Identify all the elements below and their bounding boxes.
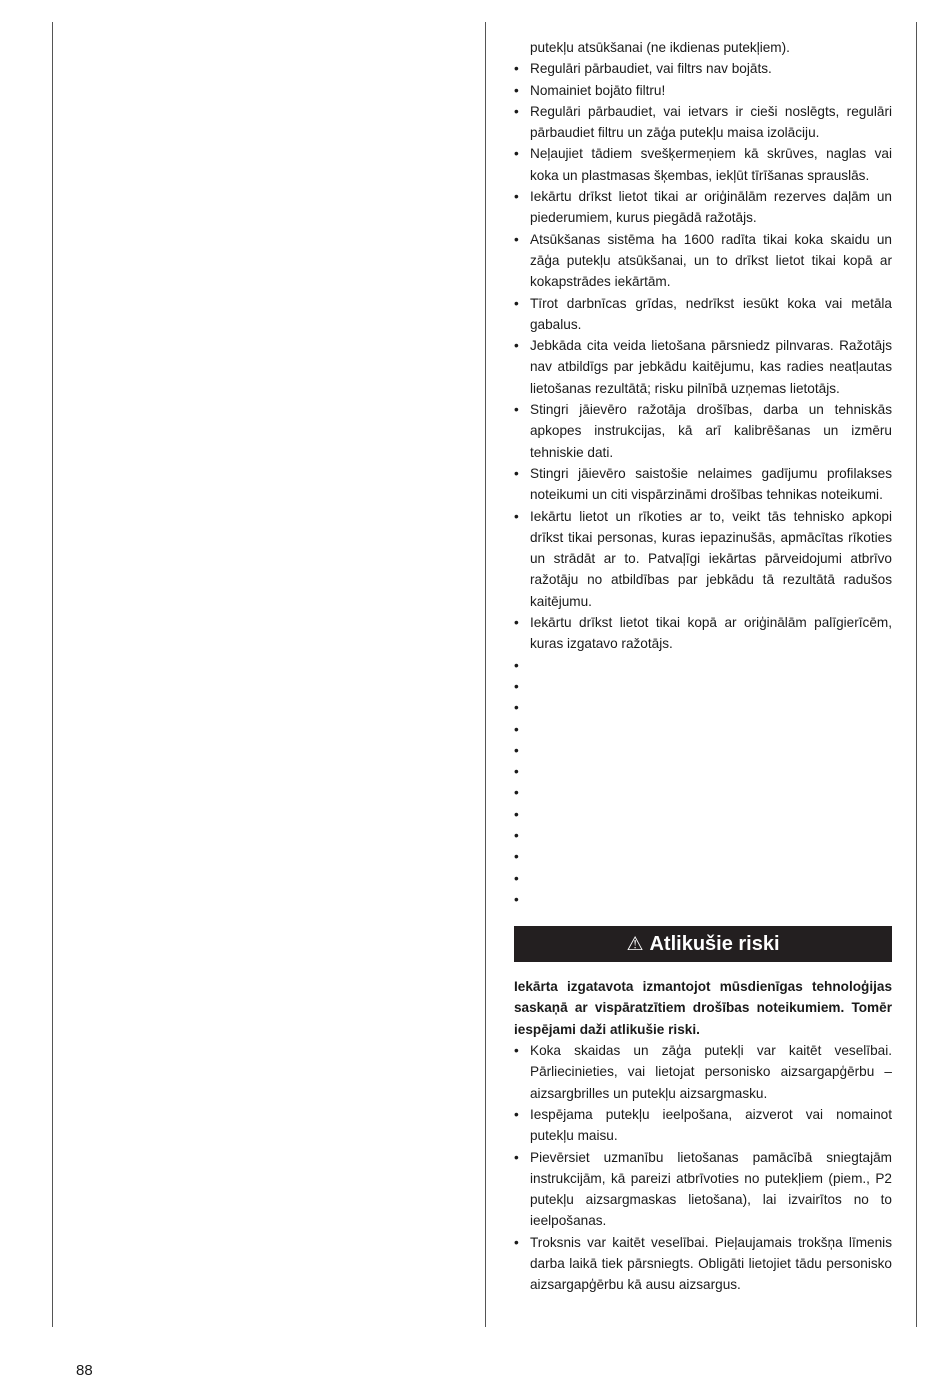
list-item: • Koka skaidas un zāģa putekļi var kaitēt veselībai. Pārliecinieties, vai lietojat personisko aizsargapģērbu – aizsargbrilles un putekļu aizsargmasku. <box>514 1040 892 1104</box>
list-item: • Iespējama putekļu ieelpošana, aizverot vai nomainot putekļu maisu. <box>514 1104 892 1147</box>
right-margin-rule <box>916 22 917 1327</box>
empty-list-item <box>514 782 892 803</box>
empty-list-item <box>514 761 892 782</box>
list-item: • Tīrot darbnīcas grīdas, nedrīkst iesūkt koka vai metāla gabalus. <box>514 293 892 336</box>
empty-list-item <box>514 740 892 761</box>
list-item: • Regulāri pārbaudiet, vai filtrs nav bojāts. <box>514 58 892 79</box>
column-divider-rule <box>485 22 486 1327</box>
safety-bullet-list <box>514 58 892 654</box>
empty-list-item <box>514 825 892 846</box>
empty-list-item <box>514 697 892 718</box>
empty-list-item <box>514 889 892 910</box>
empty-list-item <box>514 868 892 889</box>
list-item: • Stingri jāievēro saistošie nelaimes gadījumu profilakses noteikumi un citi vispārzināmi drošības tehnikas noteikumi. <box>514 463 892 506</box>
left-margin-rule <box>52 22 53 1327</box>
list-item: • Pievērsiet uzmanību lietošanas pamācībā sniegtajām instrukcijām, kā pareizi atbrīvoties no putekļiem (piem., P2 putekļu aizsargmaskas lietošana), lai izvairītos no to ieelpošanas. <box>514 1147 892 1232</box>
list-item: • Jebkāda cita veida lietošana pārsniedz pilnvaras. Ražotājs nav atbildīgs par jebkādu kaitējumu, kas radies neatļautas lietošanas rezultātā; risku pilnībā uzņemas lietotājs. <box>514 335 892 399</box>
list-item: • Troksnis var kaitēt veselībai. Pieļaujamais trokšņa līmenis darba laikā tiek pārsniegts. Obligāti lietojiet tādu personisko aizsargapģērbu kā ausu aizsargus. <box>514 1232 892 1296</box>
right-text-column <box>514 37 892 1296</box>
list-item: • Regulāri pārbaudiet, vai ietvars ir cieši noslēgts, regulāri pārbaudiet filtru un zāģa putekļu maisa izolāciju. <box>514 101 892 144</box>
continued-bullet-text: putekļu atsūkšanai (ne ikdienas putekļiem). <box>530 40 790 55</box>
empty-list-item <box>514 655 892 676</box>
list-item: • Iekārtu drīkst lietot tikai kopā ar oriģinālām palīgierīcēm, kuras izgatavo ražotājs. <box>514 612 892 655</box>
list-item: • Iekārtu lietot un rīkoties ar to, veikt tās tehnisko apkopi drīkst tikai personas, kuras iepazinušās, apmācītas rīkoties un strādāt ar to. Patvaļīgi iekārtas pārveidojumi atbrīvo ražotāju no atbildības par jebkādu tā rezultātā radušos kaitējumu. <box>514 506 892 612</box>
list-item: • Iekārtu drīkst lietot tikai ar oriģinālām rezerves daļām un piederumiem, kurus piegādā ražotājs. <box>514 186 892 229</box>
residual-risks-intro: Iekārta izgatavota izmantojot mūsdienīgas tehnoloģijas saskaņā ar vispāratzītiem drošības noteikumiem. Tomēr iespējami daži atlikušie riski. <box>514 979 892 1037</box>
empty-bullet-list <box>514 655 892 911</box>
list-item: • Atsūkšanas sistēma ha 1600 radīta tikai koka skaidu un zāģa putekļu atsūkšanai, un to drīkst lietot tikai kopā ar kokapstrādes iekārtām. <box>514 229 892 293</box>
list-item: • Stingri jāievēro ražotāja drošības, darba un tehniskās apkopes instrukcijas, kā arī kalibrēšanas un izmēru tehniskie dati. <box>514 399 892 463</box>
list-item: • Neļaujiet tādiem svešķermeņiem kā skrūves, naglas vai koka un plastmasas šķembas, iekļūt tīrīšanas sprauslās. <box>514 143 892 186</box>
empty-list-item <box>514 804 892 825</box>
page-number: 88 <box>76 1362 93 1379</box>
residual-risks-title: Atlikušie riski <box>649 932 780 955</box>
residual-risks-heading <box>514 926 892 962</box>
empty-list-item <box>514 719 892 740</box>
list-item: • Nomainiet bojāto filtru! <box>514 80 892 101</box>
warning-triangle-icon: ⚠ <box>626 933 644 955</box>
residual-risks-list <box>514 1040 892 1296</box>
empty-list-item <box>514 846 892 867</box>
empty-list-item <box>514 676 892 697</box>
